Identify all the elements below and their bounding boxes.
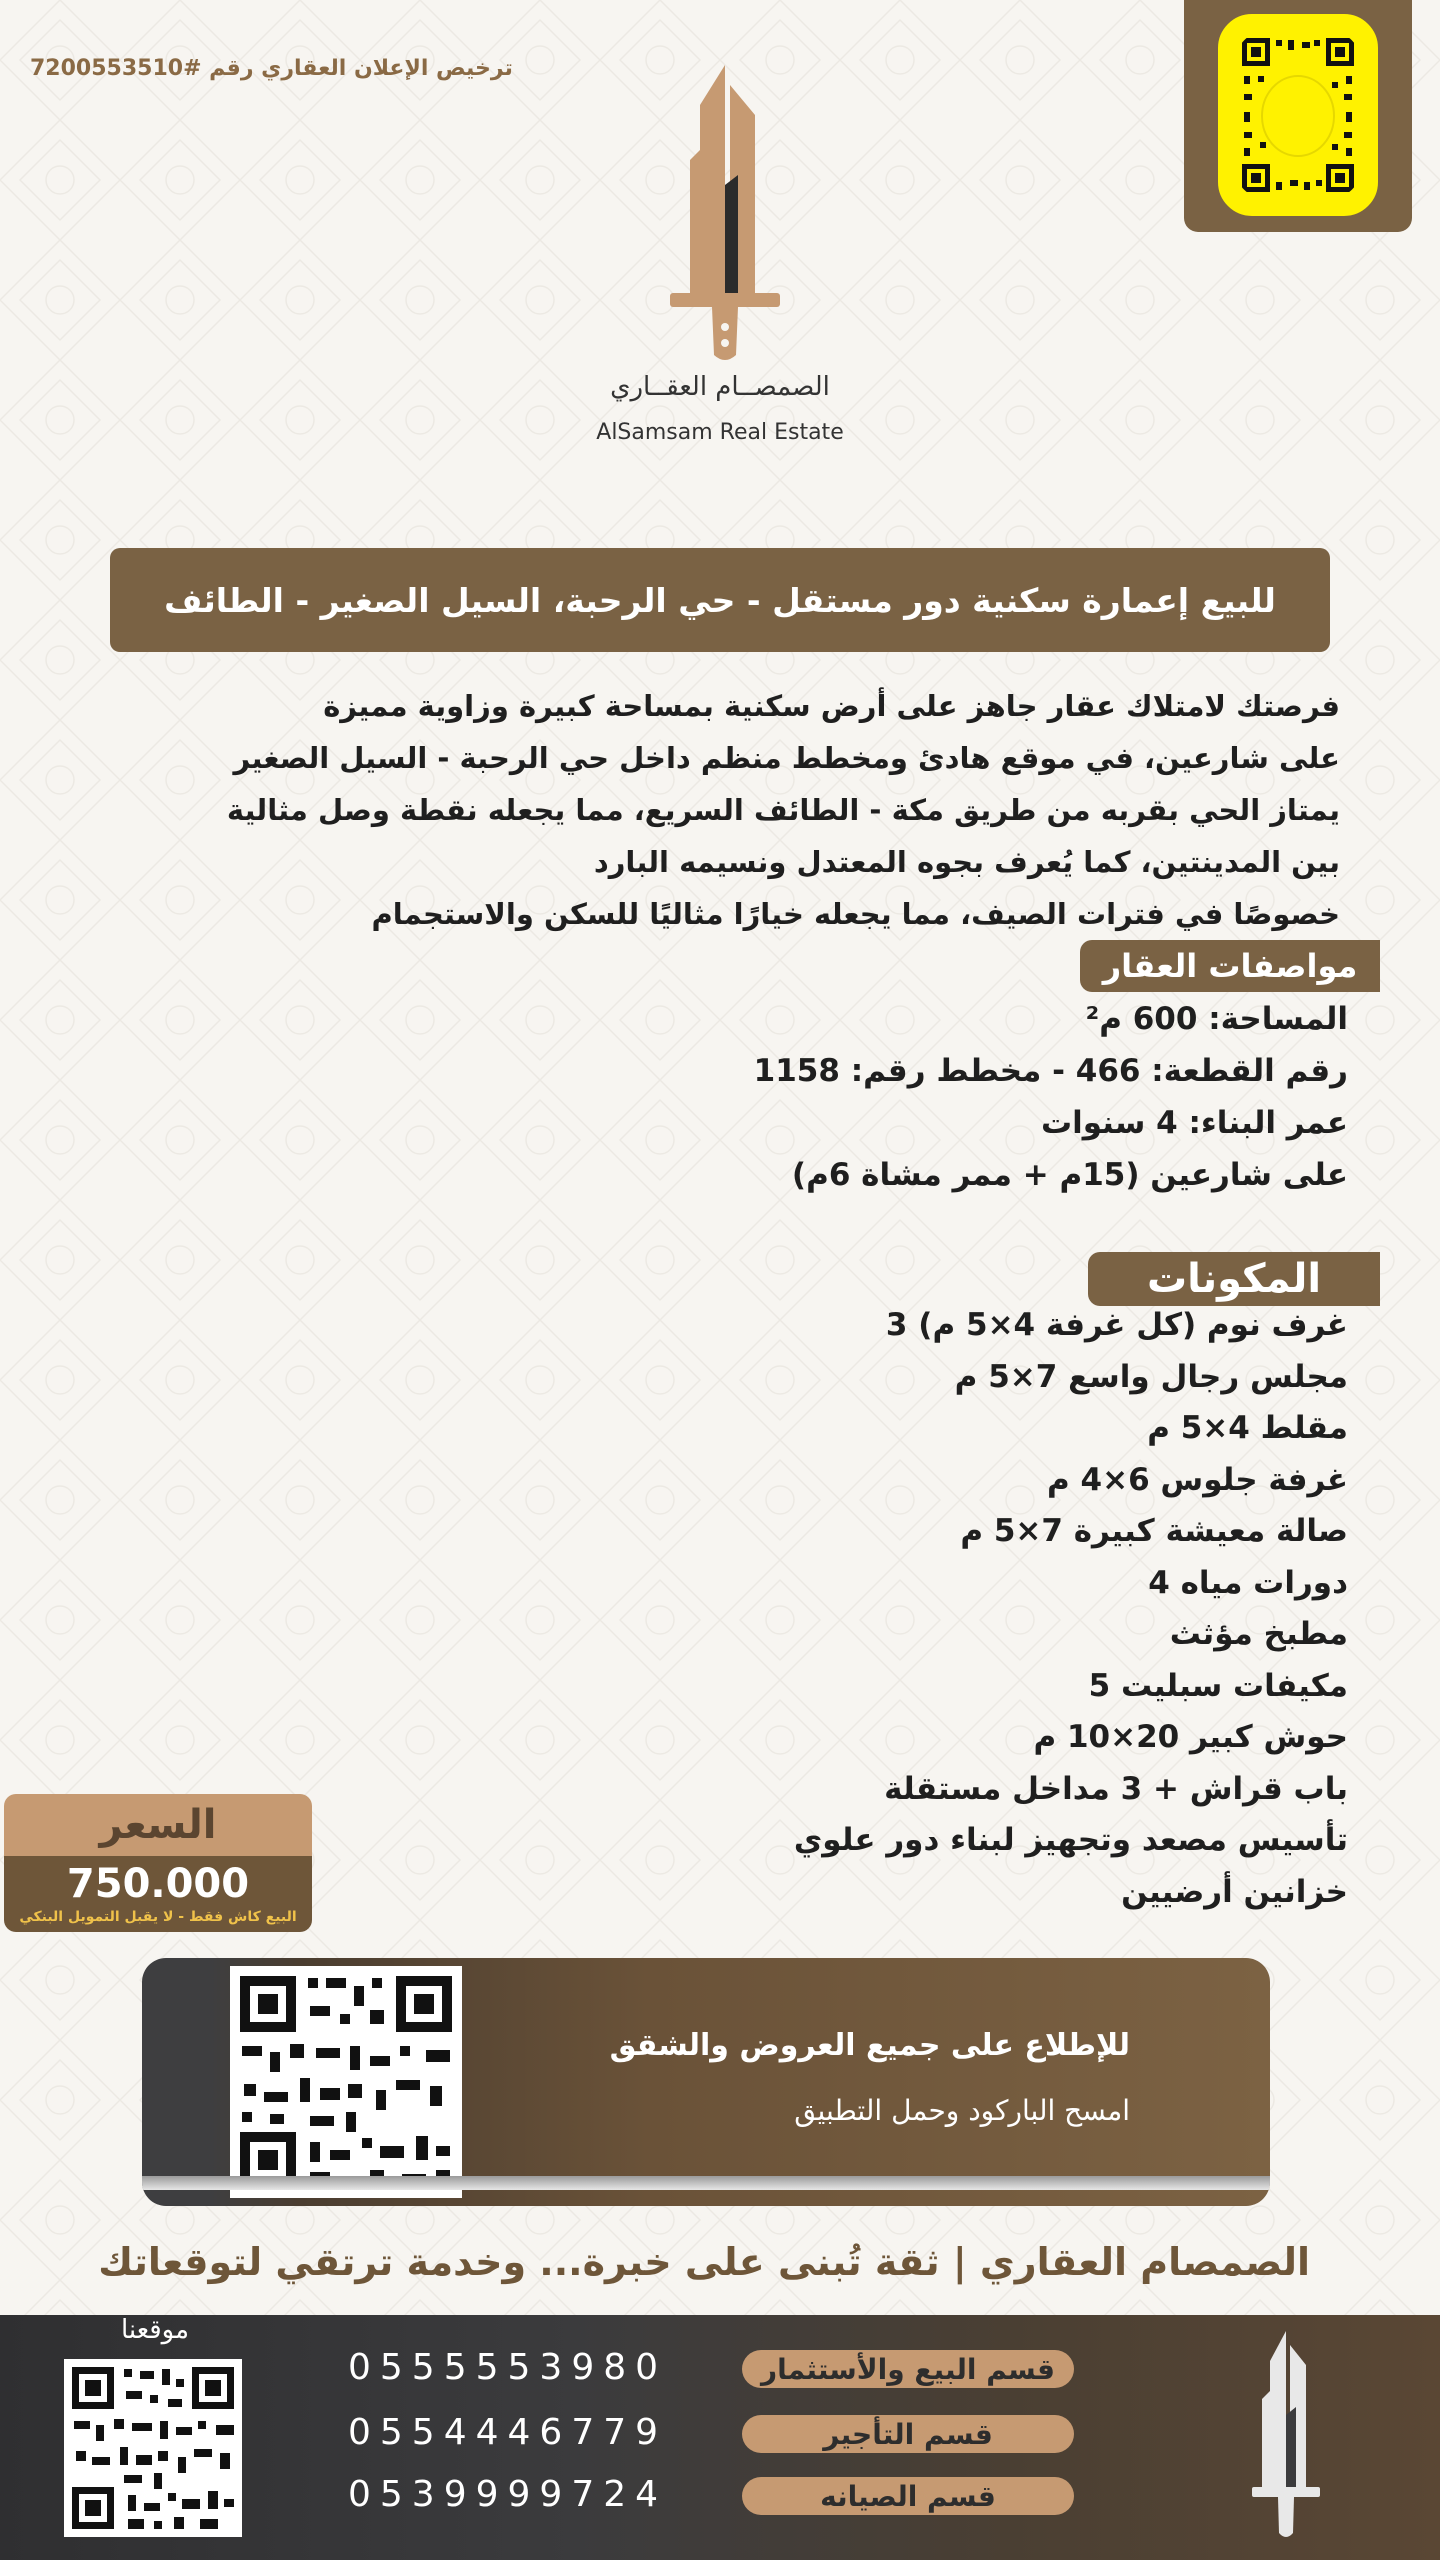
price-value: 750.000: [66, 1861, 250, 1907]
spec-item: المساحة: 600 م²: [1085, 1001, 1348, 1037]
app-qr-code-icon[interactable]: [230, 1966, 462, 2198]
spec-item: على شارعين (15م + ممر مشاة 6م): [791, 1157, 1348, 1193]
component-item: دورات مياه 4: [1148, 1564, 1348, 1601]
component-item: مقلط 4×5 م: [1147, 1410, 1348, 1446]
snapcode-box: [1184, 0, 1412, 232]
dept-sales: قسم البيع والأستثمار: [742, 2350, 1074, 2388]
snapcode-qr-icon: [1236, 32, 1360, 198]
spec-item: عمر البناء: 4 سنوات: [1040, 1105, 1348, 1141]
component-item: غرف نوم (كل غرفة 4×5 م) 3: [885, 1307, 1348, 1343]
phone-sales[interactable]: 0555553980: [348, 2347, 668, 2388]
component-item: تأسيس مصعد وتجهيز لبناء دور علوي: [793, 1822, 1348, 1858]
price-box: [4, 1856, 312, 1932]
location-label: موقعنا: [120, 2315, 190, 2345]
component-item: مكيفات سبليت 5: [1088, 1667, 1348, 1704]
alsamsam-logo: [670, 65, 780, 365]
component-item: مطبخ مؤثث: [1169, 1616, 1348, 1652]
license-number: ترخيص الإعلان العقاري رقم #7200553510: [30, 56, 513, 81]
specs-heading: مواصفات العقار: [1080, 940, 1380, 992]
spec-item: رقم القطعة: 466 - مخطط رقم: 1158: [753, 1053, 1348, 1089]
brand-name-ar: الصمصــام العقــاري: [610, 372, 830, 402]
brand-name-en: AlSamsam Real Estate: [596, 420, 844, 445]
price-card: [4, 1794, 312, 1932]
component-item: باب قراش + 3 مداخل مستقلة: [884, 1770, 1348, 1807]
app-banner[interactable]: [142, 1958, 1270, 2206]
component-item: غرفة جلوس 6×4 م: [1046, 1461, 1348, 1498]
banner-subtitle: امسح الباركود وحمل التطبيق: [794, 2094, 1130, 2127]
phone-rental[interactable]: 0554446779: [348, 2412, 668, 2453]
description-line: بين المدينتين، كما يُعرف بجوه المعتدل ونسيمه البارد: [593, 845, 1340, 879]
components-list: [794, 1300, 1348, 1918]
description-line: يمتاز الحي بقربه من طريق مكة - الطائف السريع، مما يجعله نقطة وصل مثالية: [226, 793, 1340, 827]
price-note: البيع كاش فقط - لا يقبل التمويل البنكي: [19, 1909, 297, 1925]
banner-title: للإطلاع على جميع العروض والشقق: [609, 2028, 1130, 2063]
components-heading: المكونات: [1088, 1252, 1380, 1306]
component-item: مجلس رجال واسع 7×5 م: [954, 1358, 1348, 1395]
banner-strip: [142, 2176, 1270, 2190]
slogan: الصمصام العقاري | ثقة تُبنى على خبرة... وخدمة ترتقي لتوقعاتك: [98, 2240, 1310, 2284]
footer: [0, 2315, 1440, 2560]
listing-title: للبيع إعمارة سكنية دور مستقل - حي الرحبة، السيل الصغير - الطائف: [110, 548, 1330, 652]
dept-rental: قسم التأجير: [742, 2415, 1074, 2453]
component-item: صالة معيشة كبيرة 7×5 م: [960, 1513, 1348, 1549]
specs-list: [754, 993, 1348, 1201]
component-item: حوش كبير 20×10 م: [1033, 1719, 1348, 1755]
location-qr-code-icon[interactable]: [64, 2359, 242, 2537]
price-label: السعر: [4, 1794, 312, 1856]
dept-maintenance: قسم الصيانه: [742, 2477, 1074, 2515]
description-line: فرصتك لامتلاك عقار جاهز على أرض سكنية بمساحة كبيرة وزاوية مميزة: [323, 689, 1340, 723]
description: [226, 680, 1340, 940]
description-line: خصوصًا في فترات الصيف، مما يجعله خيارًا مثاليًا للسكن والاستجمام: [371, 897, 1340, 931]
description-line: على شارعين، في موقع هادئ ومخطط منظم داخل حي الرحبة - السيل الصغير: [233, 741, 1340, 775]
phone-maintenance[interactable]: 0539999724: [348, 2474, 668, 2515]
snapcode[interactable]: [1218, 14, 1378, 216]
component-item: خزانين أرضيين: [1121, 1873, 1348, 1910]
footer-logo-icon: [1252, 2331, 1320, 2541]
